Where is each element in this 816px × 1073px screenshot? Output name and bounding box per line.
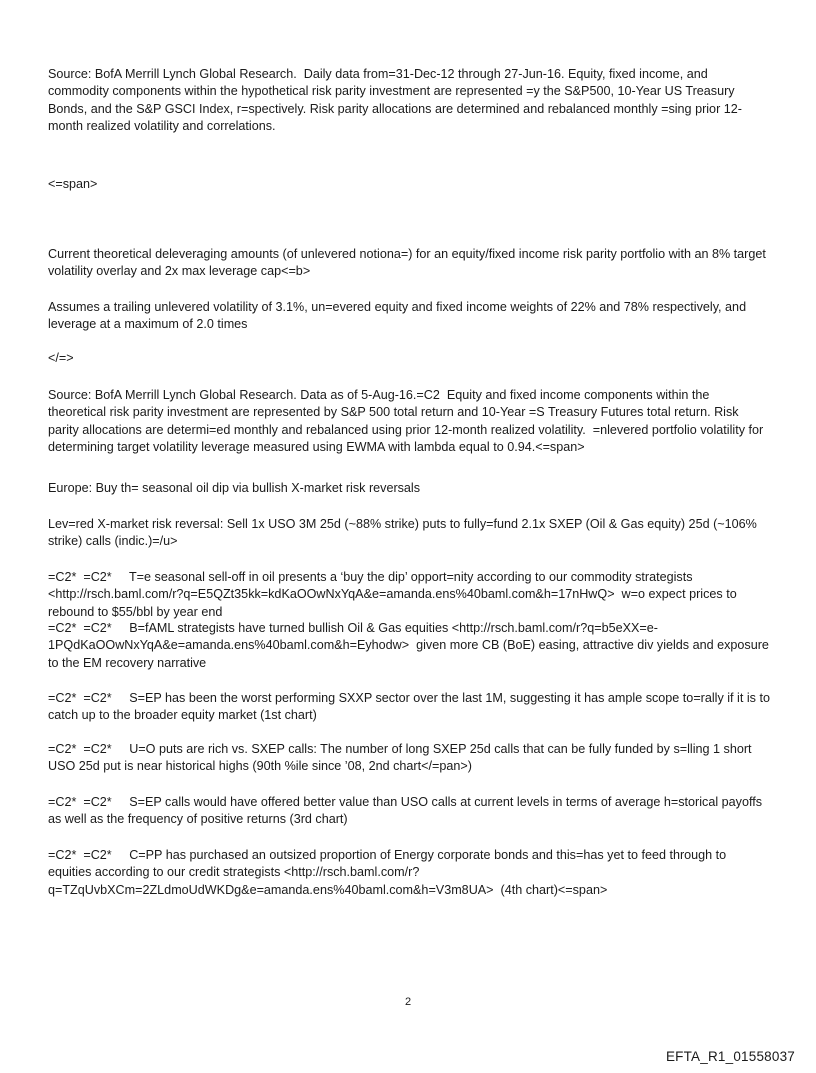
- europe-heading: Europe: Buy th= seasonal oil dip via bullish X-market risk reversals: [48, 481, 421, 495]
- bullet-2: =C2* =C2* B=fAML strategists have turned bullish Oil & Gas equities <http://rsch.baml.com/r?q=b5eXX=e-1PQdKaOOwNxYqA&e=amanda.ens%40baml.com&h=Eyhodw> given more CB (BoE) easing, attractive div yields and exposure to the EM recovery narrative: [48, 621, 773, 670]
- assumptions-paragraph: Assumes a trailing unlevered volatility of 3.1%, un=evered equity and fixed income weights of 22% and 78% respectively, and leverage at a maximum of 2.0 times: [48, 300, 750, 332]
- bullet-6: =C2* =C2* C=PP has purchased an outsized proportion of Energy corporate bonds and this=has yet to feed through to equities according to our credit strategists <http://rsch.baml.com/r?q=TZqUvbXCm=2ZLdmoUdWKDg&e=amanda.ens%40baml.com&h=V3m8UA> (4th chart)<=span>: [48, 848, 730, 897]
- deleveraging-heading: Current theoretical deleveraging amounts (of unlevered notiona=) for an equity/fixed income risk parity portfolio with an 8% target volatility overlay and 2x max leverage cap<=b>: [48, 247, 770, 279]
- risk-reversal-paragraph: Lev=red X-market risk reversal: Sell 1x USO 3M 25d (~88% strike) puts to fully=fund 2.1x SXEP (Oil & Gas equity) 25d (~106% strike) calls (indic.)=/u>: [48, 517, 761, 549]
- bullet-1: =C2* =C2* T=e seasonal sell-off in oil presents a ‘buy the dip’ opport=nity according to our commodity strategists <http://rsch.baml.com/r?q=E5QZt35kk=kdKaOOwNxYqA&e=amanda.ens%40baml.com&h=17nHwQ> w=o expect prices to rebound to $55/bbl by year end: [48, 570, 741, 619]
- source-paragraph-1: Source: BofA Merrill Lynch Global Research. Daily data from=31-Dec-12 through 27-Jun-16. Equity, fixed income, and commodity components within the hypothetical risk parity investment are represented =y the S&P500, 10-Year US Treasury Bonds, and the S&P GSCI Index, r=spectively. Risk parity allocations are determined and rebalanced monthly =sing prior 12-month realized volatility and correlations.: [48, 67, 742, 134]
- page-number: 2: [404, 996, 412, 1008]
- bullet-5: =C2* =C2* S=EP calls would have offered better value than USO calls at current levels in terms of average h=storical payoffs as well as the frequency of positive returns (3rd chart): [48, 795, 766, 827]
- span-tag-line-1: <=span>: [48, 177, 98, 191]
- source-paragraph-2: Source: BofA Merrill Lynch Global Research. Data as of 5-Aug-16.=C2 Equity and fixed income components within the theoretical risk parity investment are represented by S&P 500 total return and 10-Year =S Treasury Futures total return. Risk parity allocations are determi=ed monthly and rebalanced using prior 12-month realized volatility. =nlevered portfolio volatility for determining target volatility leverage measured using EWMA with lambda equal to 0.94.<=span>: [48, 388, 767, 455]
- bullet-3: =C2* =C2* S=EP has been the worst performing SXXP sector over the last 1M, suggesting it has ample scope to=rally if it is to catch up to the broader equity market (1st chart): [48, 691, 774, 723]
- footer-document-id: EFTA_R1_01558037: [665, 1049, 795, 1064]
- tag-line-2: </=>: [48, 351, 74, 365]
- bullet-4: =C2* =C2* U=O puts are rich vs. SXEP calls: The number of long SXEP 25d calls that can be fully funded by s=lling 1 short USO 25d put is near historical highs (90th %ile since ’08, 2nd chart</=pan>): [48, 742, 756, 774]
